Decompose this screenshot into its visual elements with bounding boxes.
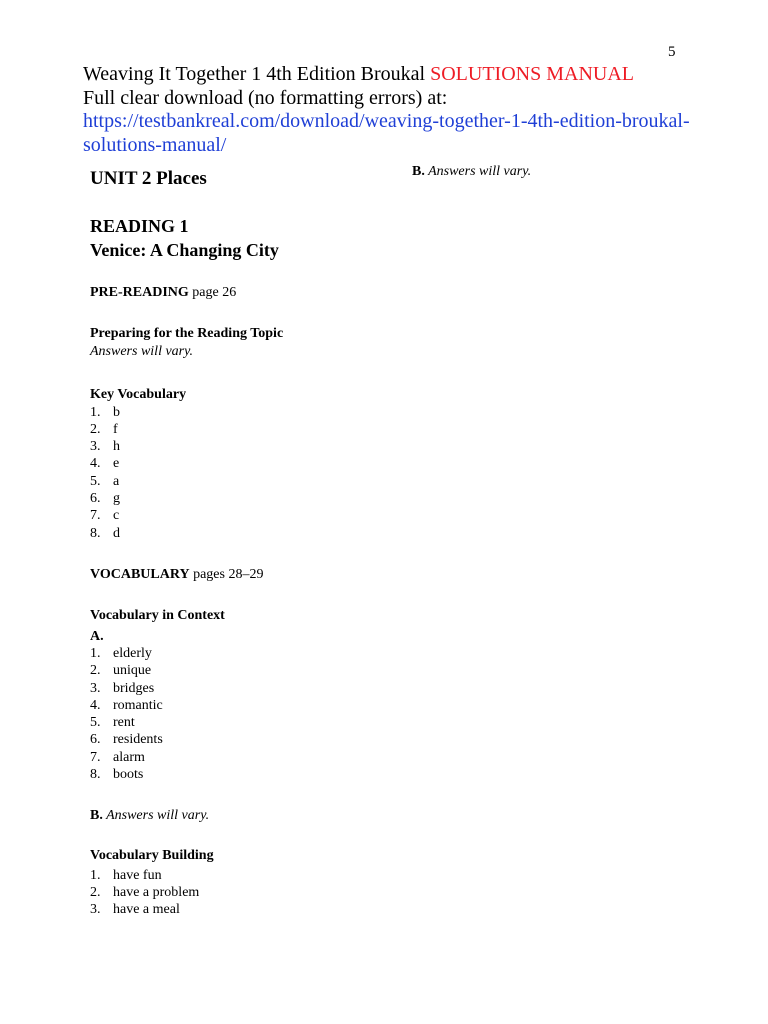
vocab-building-section xyxy=(90,847,214,918)
download-link-continued[interactable] xyxy=(83,134,723,158)
download-link-line2: solutions-manual/ xyxy=(83,133,227,156)
item-answer: e xyxy=(113,456,120,472)
key-vocabulary-section xyxy=(90,386,186,542)
list-item xyxy=(90,714,225,731)
unit-title: UNIT 2 Places xyxy=(90,168,207,189)
download-link[interactable] xyxy=(83,110,723,134)
item-answer: d xyxy=(113,525,120,541)
item-answer: romantic xyxy=(113,697,163,713)
item-number: 8. xyxy=(90,767,101,783)
reading-heading xyxy=(90,214,279,262)
item-number: 7. xyxy=(90,508,101,524)
item-number: 1. xyxy=(90,404,101,420)
item-answer: unique xyxy=(113,663,152,679)
item-answer: g xyxy=(113,490,120,506)
item-answer: elderly xyxy=(113,646,152,661)
item-number: 7. xyxy=(90,749,101,765)
right-column xyxy=(412,164,712,180)
item-answer: a xyxy=(113,473,120,489)
solutions-manual-label: SOLUTIONS MANUAL xyxy=(430,63,634,85)
reading-label: READING 1 xyxy=(90,216,189,236)
item-number: 2. xyxy=(90,421,101,437)
part-b-answer: Answers will vary. xyxy=(102,808,210,823)
list-item xyxy=(90,697,225,714)
vocab-in-context-list xyxy=(90,645,225,783)
item-number: 2. xyxy=(90,663,101,679)
list-item xyxy=(90,731,225,748)
document-header xyxy=(83,63,723,157)
title-text: Weaving It Together 1 4th Edition Broukal xyxy=(83,63,431,85)
list-item xyxy=(90,421,186,438)
document-title xyxy=(83,63,723,87)
right-part-b-answer: Answers will vary. xyxy=(424,164,532,179)
item-number: 5. xyxy=(90,473,101,489)
list-item xyxy=(90,749,225,766)
download-note: Full clear download (no formatting errors) at: xyxy=(83,86,448,109)
reading-title: Venice: A Changing City xyxy=(90,240,279,260)
part-b-label: B. xyxy=(90,808,103,823)
item-number: 1. xyxy=(90,646,101,661)
list-item xyxy=(90,662,225,679)
vocabulary-line xyxy=(90,566,263,584)
item-answer: b xyxy=(113,404,120,420)
page-number: 5 xyxy=(668,44,676,60)
preparing-answer: Answers will vary. xyxy=(90,343,194,359)
list-item xyxy=(90,867,214,884)
item-answer: f xyxy=(113,421,118,437)
part-a-label: A. xyxy=(90,628,104,644)
list-item xyxy=(90,645,225,662)
preparing-section xyxy=(90,325,283,360)
list-item xyxy=(90,455,186,472)
item-number: 4. xyxy=(90,697,101,713)
item-number: 3. xyxy=(90,680,101,696)
item-answer: bridges xyxy=(113,680,155,696)
vocab-in-context-heading: Vocabulary in Context xyxy=(90,608,225,623)
pre-reading-label: PRE-READING xyxy=(90,285,189,300)
pre-reading-pages: page 26 xyxy=(188,285,237,300)
list-item xyxy=(90,680,225,697)
list-item xyxy=(90,884,214,901)
item-answer: c xyxy=(113,508,120,524)
list-item xyxy=(90,901,214,918)
item-answer: boots xyxy=(113,767,144,783)
item-answer: alarm xyxy=(113,749,145,765)
item-number: 5. xyxy=(90,715,101,731)
item-answer: have a problem xyxy=(113,884,200,900)
vocab-building-list xyxy=(90,867,214,919)
download-link-line1: https://testbankreal.com/download/weaving-together-1-4th-edition-broukal- xyxy=(83,110,690,132)
item-answer: h xyxy=(113,439,120,455)
item-number: 3. xyxy=(90,439,101,455)
preparing-heading: Preparing for the Reading Topic xyxy=(90,326,284,341)
vocab-building-heading: Vocabulary Building xyxy=(90,848,214,863)
item-answer: have a meal xyxy=(113,902,180,918)
item-number: 2. xyxy=(90,884,101,900)
part-b-line xyxy=(90,807,209,825)
pre-reading-line xyxy=(90,284,236,302)
list-item xyxy=(90,507,186,524)
item-number: 6. xyxy=(90,490,101,506)
list-item xyxy=(90,490,186,507)
item-number: 8. xyxy=(90,525,101,541)
vocabulary-pages: pages 28–29 xyxy=(189,567,264,582)
list-item xyxy=(90,766,225,783)
list-item xyxy=(90,473,186,490)
vocab-in-context-section xyxy=(90,607,225,783)
item-number: 6. xyxy=(90,732,101,748)
list-item xyxy=(90,404,186,421)
item-answer: have fun xyxy=(113,867,162,883)
item-answer: rent xyxy=(113,715,135,731)
list-item xyxy=(90,438,186,455)
item-number: 1. xyxy=(90,867,101,883)
list-item xyxy=(90,525,186,542)
right-part-b-label: B. xyxy=(412,164,425,179)
vocabulary-label: VOCABULARY xyxy=(90,567,190,582)
key-vocabulary-list xyxy=(90,404,186,542)
item-answer: residents xyxy=(113,732,163,748)
item-number: 4. xyxy=(90,456,101,472)
item-number: 3. xyxy=(90,902,101,918)
key-vocabulary-heading: Key Vocabulary xyxy=(90,387,187,402)
